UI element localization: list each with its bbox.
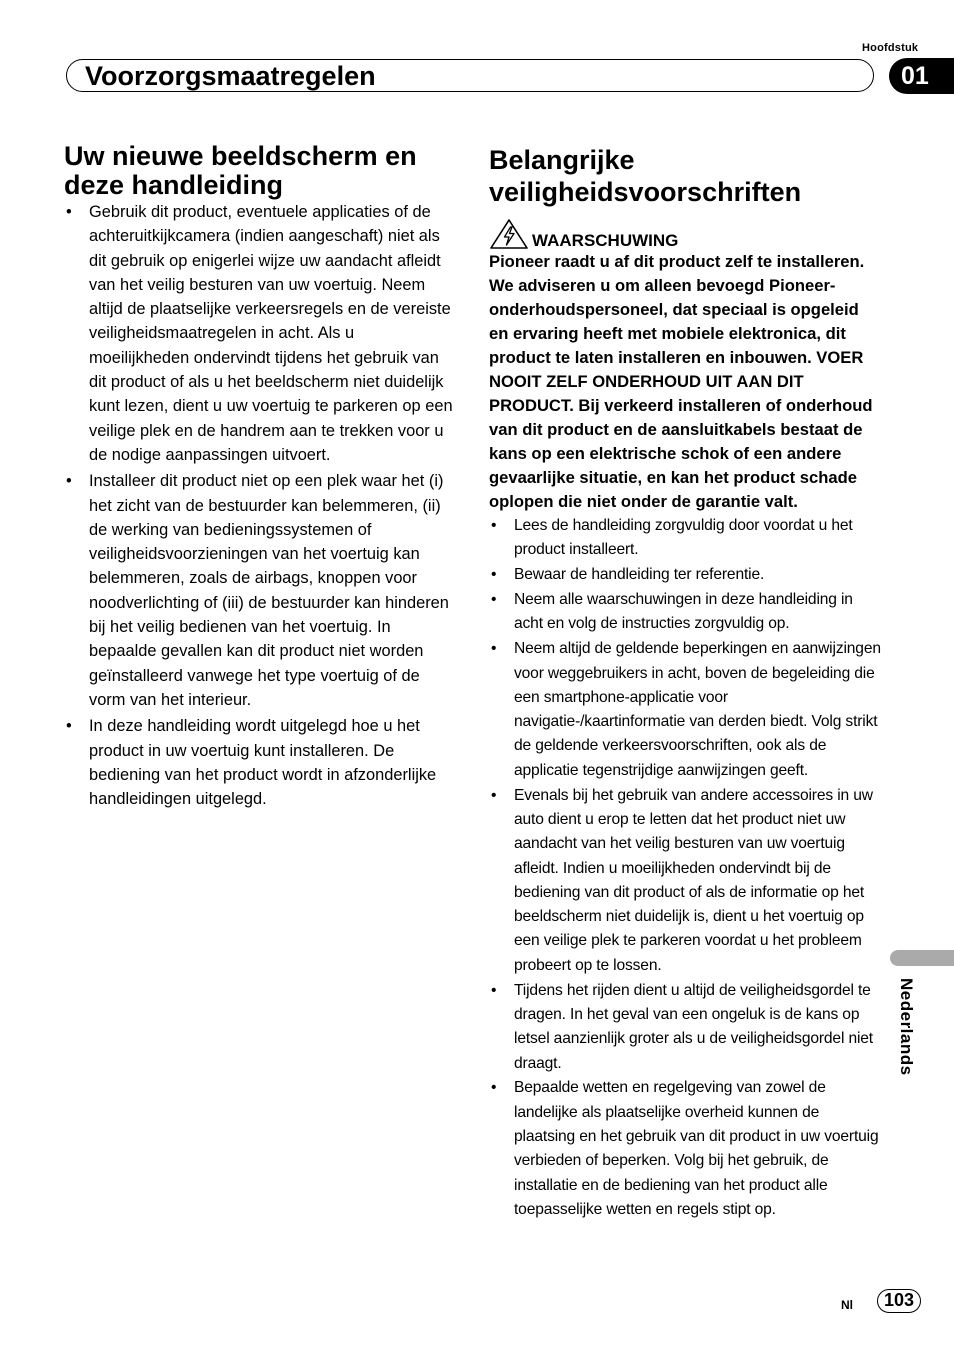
section-title-safety: Belangrijke veiligheidsvoorschriften	[489, 145, 802, 207]
left-column	[64, 142, 456, 813]
right-bullet-list	[489, 514, 881, 1222]
page-number: 103	[877, 1289, 921, 1313]
list-item: • Gebruik dit product, eventuele applicaties of de achteruitkijkcamera (indien aangeschaft) niet als dit gebruik op enigerlei wijze uw aandacht afleidt van het veilig besturen van uw voertuig. Neem altijd de plaatselijke verkeersregels en de vereiste veiligheidsmaatregelen in acht. Als u moeilijkheden ondervindt tijdens het gebruik van dit product of als u het beeldscherm niet duidelijk kunt lezen, dient u uw voertuig te parkeren op een veilige plek en de handrem aan te trekken voor u de nodige aanpassingen uitvoert.	[64, 200, 456, 467]
list-item: • Neem altijd de geldende beperkingen en aanwijzingen voor weggebruikers in acht, boven de begeleiding die een smartphone-applicatie voor navigatie-/kaartinformatie van derden biedt. Volg strikt de geldende verkeersvoorschriften, ook als de applicatie tegenstrijdige aanwijzingen geeft.	[489, 637, 881, 783]
list-item: • Neem alle waarschuwingen in deze handleiding in acht en volg de instructies zorgvuldig op.	[489, 588, 881, 637]
list-item: • Lees de handleiding zorgvuldig door voordat u het product installeert.	[489, 514, 881, 563]
warning-header	[489, 216, 881, 250]
warning-text: Pioneer raadt u af dit product zelf te installeren. We adviseren u om alleen bevoegd Pioneer-onderhoudspersoneel, dat speciaal is opgeleid en ervaring heeft met mobiele elektronica, dit product te laten installeren en inbouwen. VOER NOOIT ZELF ONDERHOUD UIT AAN DIT PRODUCT. Bij verkeerd installeren of onderhoud van dit product en de aansluitkabels bestaat de kans op een elektrische schok of een andere gevaarlijke situatie, en kan het product schade oplopen die niet onder de garantie valt.	[489, 252, 873, 511]
list-item: • Bepaalde wetten en regelgeving van zowel de landelijke als plaatselijke overheid kunnen de plaatsing en het gebruik van dit product in uw voertuig verbieden of beperken. Volg bij het gebruik, de installatie en de bediening van het product alle toepasselijke wetten en regels stipt op.	[489, 1076, 881, 1222]
list-item: • Bewaar de handleiding ter referentie.	[489, 563, 881, 587]
chapter-badge	[889, 58, 954, 94]
page-title: Voorzorgsmaatregelen	[85, 61, 376, 91]
left-bullet-list	[64, 200, 456, 811]
chapter-label: Hoofdstuk	[862, 42, 919, 54]
header-bar	[66, 59, 874, 92]
chapter-number: 01	[901, 62, 929, 90]
language-label: Nederlands	[897, 978, 916, 1076]
list-item: • In deze handleiding wordt uitgelegd hoe u het product in uw voertuig kunt installeren. De bediening van het product wordt in afzonderlijke handleidingen uitgelegd.	[64, 714, 456, 811]
right-column	[489, 144, 881, 1223]
list-item: • Evenals bij het gebruik van andere accessoires in uw auto dient u erop te letten dat het product niet uw aandacht van het veilig besturen van uw voertuig afleidt. Indien u moeilijkheden ondervindt bij de bediening van dit product of als de informatie op het beeldscherm niet duidelijk is, dient u het voertuig op een veilige plek te parkeren voordat u het probleem probeert op te lossen.	[489, 784, 881, 978]
page-language-code: Nl	[841, 1298, 853, 1312]
list-item: • Tijdens het rijden dient u altijd de veiligheidsgordel te dragen. In het geval van een ongeluk is de kans op letsel aanzienlijk groter als u de veiligheidsgordel niet draagt.	[489, 979, 881, 1076]
warning-triangle-icon	[489, 218, 529, 250]
section-title-new-display: Uw nieuwe beeldscherm en deze handleiding	[64, 141, 417, 200]
warning-label: WAARSCHUWING	[532, 231, 679, 250]
list-item: • Installeer dit product niet op een plek waar het (i) het zicht van de bestuurder kan belemmeren, (ii) de werking van bedieningssystemen of veiligheidsvoorzieningen van het voertuig kan belemmeren, zoals de airbags, knoppen voor noodverlichting of (iii) de bestuurder kan hinderen bij het veilig bedienen van het voertuig. In bepaalde gevallen kan dit product niet worden geïnstalleerd vanwege het type voertuig of de vorm van het interieur.	[64, 469, 456, 712]
language-tab	[890, 950, 954, 966]
